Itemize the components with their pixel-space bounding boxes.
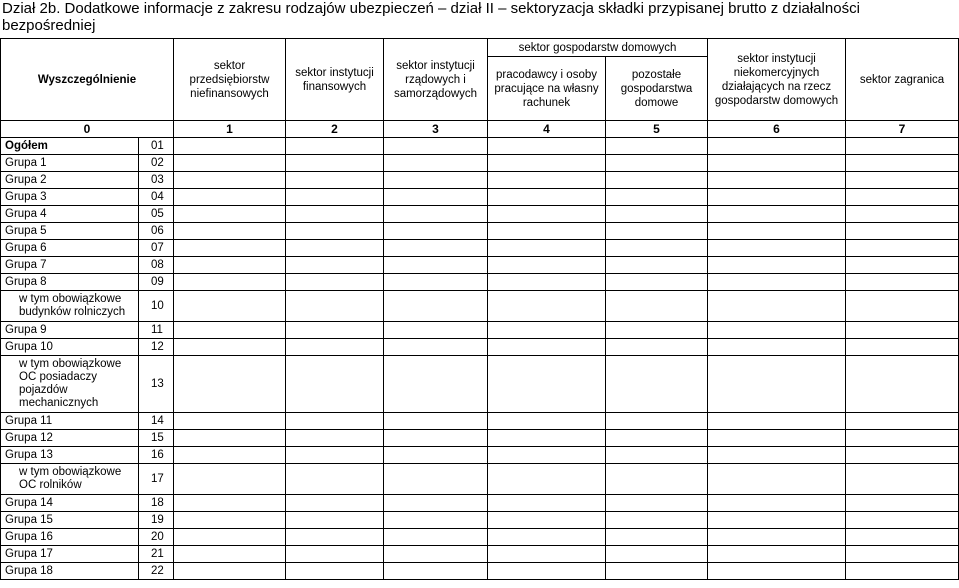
data-cell[interactable] [488,138,606,155]
table-row [1,447,959,464]
data-cell[interactable] [384,413,488,430]
data-cell[interactable] [708,172,846,189]
row-number: 19 [139,512,174,529]
row-label: w tym obowiązkowe OC posiadaczy pojazdów mechanicznych [1,356,139,413]
row-label: Grupa 9 [1,322,139,339]
data-cell[interactable] [708,155,846,172]
column-number: 0 [1,121,174,138]
data-cell[interactable] [488,464,606,495]
header-col3: sektor instytucji rządowych i samorządowych [384,39,488,121]
data-cell[interactable] [174,206,286,223]
row-number: 18 [139,495,174,512]
table-row [1,322,959,339]
row-label: Grupa 15 [1,512,139,529]
data-cell[interactable] [384,138,488,155]
data-cell[interactable] [606,155,708,172]
row-number: 04 [139,189,174,206]
data-cell[interactable] [846,464,959,495]
data-cell[interactable] [384,464,488,495]
table-row [1,563,959,580]
data-cell[interactable] [708,291,846,322]
data-cell[interactable] [286,206,384,223]
column-number: 3 [384,121,488,138]
data-cell[interactable] [846,413,959,430]
row-label: Grupa 13 [1,447,139,464]
data-cell[interactable] [286,322,384,339]
row-label: Ogółem [1,138,139,155]
data-cell[interactable] [488,339,606,356]
data-cell[interactable] [286,138,384,155]
data-cell[interactable] [488,189,606,206]
data-cell[interactable] [174,430,286,447]
data-cell[interactable] [846,339,959,356]
table-row [1,529,959,546]
data-cell[interactable] [286,546,384,563]
data-cell[interactable] [174,322,286,339]
data-cell[interactable] [846,240,959,257]
data-cell[interactable] [488,206,606,223]
row-number: 17 [139,464,174,495]
row-label: Grupa 11 [1,413,139,430]
table-row [1,138,959,155]
sector-table [0,38,959,580]
data-cell[interactable] [488,155,606,172]
row-number: 22 [139,563,174,580]
data-cell[interactable] [488,529,606,546]
data-cell[interactable] [606,291,708,322]
data-cell[interactable] [846,563,959,580]
data-cell[interactable] [384,512,488,529]
data-cell[interactable] [846,172,959,189]
header-col1: sektor przedsiębiorstw niefinansowych [174,39,286,121]
data-cell[interactable] [606,322,708,339]
row-label: Grupa 16 [1,529,139,546]
data-cell[interactable] [846,430,959,447]
data-cell[interactable] [606,512,708,529]
data-cell[interactable] [846,257,959,274]
data-cell[interactable] [846,189,959,206]
data-cell[interactable] [384,291,488,322]
data-cell[interactable] [488,563,606,580]
data-cell[interactable] [708,240,846,257]
data-cell[interactable] [384,339,488,356]
data-cell[interactable] [846,138,959,155]
data-cell[interactable] [384,430,488,447]
header-col2: sektor instytucji finansowych [286,39,384,121]
data-cell[interactable] [174,223,286,240]
data-cell[interactable] [708,413,846,430]
data-cell[interactable] [708,206,846,223]
data-cell[interactable] [708,339,846,356]
data-cell[interactable] [286,563,384,580]
data-cell[interactable] [846,356,959,413]
row-label: w tym obowiązkowe OC rolników [1,464,139,495]
data-cell[interactable] [286,529,384,546]
data-cell[interactable] [286,155,384,172]
data-cell[interactable] [606,529,708,546]
row-label: Grupa 7 [1,257,139,274]
row-number: 07 [139,240,174,257]
row-number: 06 [139,223,174,240]
data-cell[interactable] [708,512,846,529]
table-row [1,206,959,223]
column-number: 2 [286,121,384,138]
data-cell[interactable] [606,240,708,257]
table-row [1,223,959,240]
table-row [1,495,959,512]
table-row [1,155,959,172]
data-cell[interactable] [174,464,286,495]
row-label: Grupa 2 [1,172,139,189]
data-cell[interactable] [846,206,959,223]
row-number: 16 [139,447,174,464]
row-label: Grupa 18 [1,563,139,580]
row-number: 03 [139,172,174,189]
data-cell[interactable] [708,447,846,464]
data-cell[interactable] [286,512,384,529]
data-cell[interactable] [606,546,708,563]
header-col6: sektor instytucji niekomercyjnych działających na rzecz gospodarstw domowych [708,39,846,121]
data-cell[interactable] [606,274,708,291]
column-number: 1 [174,121,286,138]
page-title: Dział 2b. Dodatkowe informacje z zakresu rodzajów ubezpieczeń – dział II – sektoryzacja składki przypisanej brutto z działalności bezpośredniej [2,0,860,34]
data-cell[interactable] [846,223,959,240]
data-cell[interactable] [846,274,959,291]
data-cell[interactable] [384,529,488,546]
data-cell[interactable] [708,495,846,512]
data-cell[interactable] [606,495,708,512]
row-number: 10 [139,291,174,322]
row-label: Grupa 1 [1,155,139,172]
data-cell[interactable] [488,495,606,512]
data-cell[interactable] [708,563,846,580]
data-cell[interactable] [606,138,708,155]
row-label: Grupa 3 [1,189,139,206]
data-cell[interactable] [174,138,286,155]
data-cell[interactable] [606,563,708,580]
data-cell[interactable] [708,257,846,274]
row-label: Grupa 10 [1,339,139,356]
data-cell[interactable] [174,529,286,546]
data-cell[interactable] [174,563,286,580]
row-label: Grupa 8 [1,274,139,291]
row-number: 01 [139,138,174,155]
table-row [1,413,959,430]
table-row [1,240,959,257]
data-cell[interactable] [606,413,708,430]
data-cell[interactable] [606,464,708,495]
data-cell[interactable] [384,495,488,512]
header-label: Wyszczególnienie [1,39,174,121]
data-cell[interactable] [286,291,384,322]
data-cell[interactable] [606,356,708,413]
data-cell[interactable] [174,339,286,356]
data-cell[interactable] [846,155,959,172]
row-number: 08 [139,257,174,274]
header-col4: pracodawcy i osoby pracujące na własny rachunek [488,57,606,121]
data-cell[interactable] [606,447,708,464]
data-cell[interactable] [606,172,708,189]
data-cell[interactable] [488,413,606,430]
row-label: w tym obowiązkowe budynków rolniczych [1,291,139,322]
data-cell[interactable] [606,257,708,274]
data-cell[interactable] [606,223,708,240]
data-cell[interactable] [174,413,286,430]
data-cell[interactable] [384,240,488,257]
data-cell[interactable] [708,529,846,546]
data-cell[interactable] [488,447,606,464]
row-label: Grupa 12 [1,430,139,447]
data-cell[interactable] [606,206,708,223]
data-cell[interactable] [174,240,286,257]
data-cell[interactable] [606,430,708,447]
table-row [1,291,959,322]
data-cell[interactable] [174,356,286,413]
row-number: 13 [139,356,174,413]
data-cell[interactable] [286,339,384,356]
row-label: Grupa 4 [1,206,139,223]
table-row [1,512,959,529]
data-cell[interactable] [384,356,488,413]
data-cell[interactable] [286,189,384,206]
data-cell[interactable] [384,447,488,464]
column-number: 7 [846,121,959,138]
row-label: Grupa 17 [1,546,139,563]
data-cell[interactable] [846,495,959,512]
data-cell[interactable] [174,512,286,529]
data-cell[interactable] [286,447,384,464]
row-number: 02 [139,155,174,172]
data-cell[interactable] [174,155,286,172]
header-household-group: sektor gospodarstw domowych [488,39,708,57]
data-cell[interactable] [488,546,606,563]
data-cell[interactable] [286,172,384,189]
row-number: 14 [139,413,174,430]
data-cell[interactable] [174,257,286,274]
table-row [1,339,959,356]
data-cell[interactable] [488,356,606,413]
data-cell[interactable] [384,206,488,223]
row-label: Grupa 14 [1,495,139,512]
data-cell[interactable] [174,274,286,291]
data-cell[interactable] [286,413,384,430]
data-cell[interactable] [286,430,384,447]
data-cell[interactable] [846,512,959,529]
data-cell[interactable] [708,430,846,447]
data-cell[interactable] [286,257,384,274]
table-row [1,257,959,274]
data-cell[interactable] [488,257,606,274]
data-cell[interactable] [708,138,846,155]
data-cell[interactable] [846,546,959,563]
data-cell[interactable] [174,447,286,464]
row-number: 12 [139,339,174,356]
data-cell[interactable] [384,189,488,206]
data-cell[interactable] [286,464,384,495]
data-cell[interactable] [174,546,286,563]
data-cell[interactable] [174,172,286,189]
data-cell[interactable] [708,223,846,240]
data-cell[interactable] [286,274,384,291]
data-cell[interactable] [606,339,708,356]
data-cell[interactable] [846,322,959,339]
data-cell[interactable] [384,257,488,274]
data-cell[interactable] [488,223,606,240]
table-row [1,172,959,189]
row-number: 05 [139,206,174,223]
data-cell[interactable] [488,322,606,339]
header-col7: sektor zagranica [846,39,959,121]
row-label: Grupa 6 [1,240,139,257]
data-cell[interactable] [846,291,959,322]
row-number: 21 [139,546,174,563]
data-cell[interactable] [174,189,286,206]
data-cell[interactable] [708,546,846,563]
data-cell[interactable] [488,512,606,529]
data-cell[interactable] [846,447,959,464]
table-row [1,546,959,563]
data-cell[interactable] [488,430,606,447]
data-cell[interactable] [488,274,606,291]
data-cell[interactable] [488,291,606,322]
data-cell[interactable] [846,529,959,546]
data-cell[interactable] [384,546,488,563]
data-cell[interactable] [384,274,488,291]
column-number: 4 [488,121,606,138]
row-label: Grupa 5 [1,223,139,240]
data-cell[interactable] [174,291,286,322]
row-number: 11 [139,322,174,339]
row-number: 09 [139,274,174,291]
table-row [1,274,959,291]
header-col5: pozostałe gospodarstwa domowe [606,57,708,121]
table-row [1,189,959,206]
data-cell[interactable] [708,189,846,206]
data-cell[interactable] [384,223,488,240]
data-cell[interactable] [286,240,384,257]
data-cell[interactable] [286,223,384,240]
data-cell[interactable] [708,356,846,413]
data-cell[interactable] [488,240,606,257]
data-cell[interactable] [708,464,846,495]
data-cell[interactable] [384,155,488,172]
data-cell[interactable] [384,172,488,189]
data-cell[interactable] [384,322,488,339]
table-row [1,430,959,447]
data-cell[interactable] [606,189,708,206]
column-number: 6 [708,121,846,138]
table-row [1,464,959,495]
data-cell[interactable] [708,322,846,339]
data-cell[interactable] [708,274,846,291]
data-cell[interactable] [488,172,606,189]
data-cell[interactable] [384,563,488,580]
data-cell[interactable] [286,495,384,512]
row-number: 20 [139,529,174,546]
row-number: 15 [139,430,174,447]
column-number: 5 [606,121,708,138]
data-cell[interactable] [174,495,286,512]
data-cell[interactable] [286,356,384,413]
table-row [1,356,959,413]
